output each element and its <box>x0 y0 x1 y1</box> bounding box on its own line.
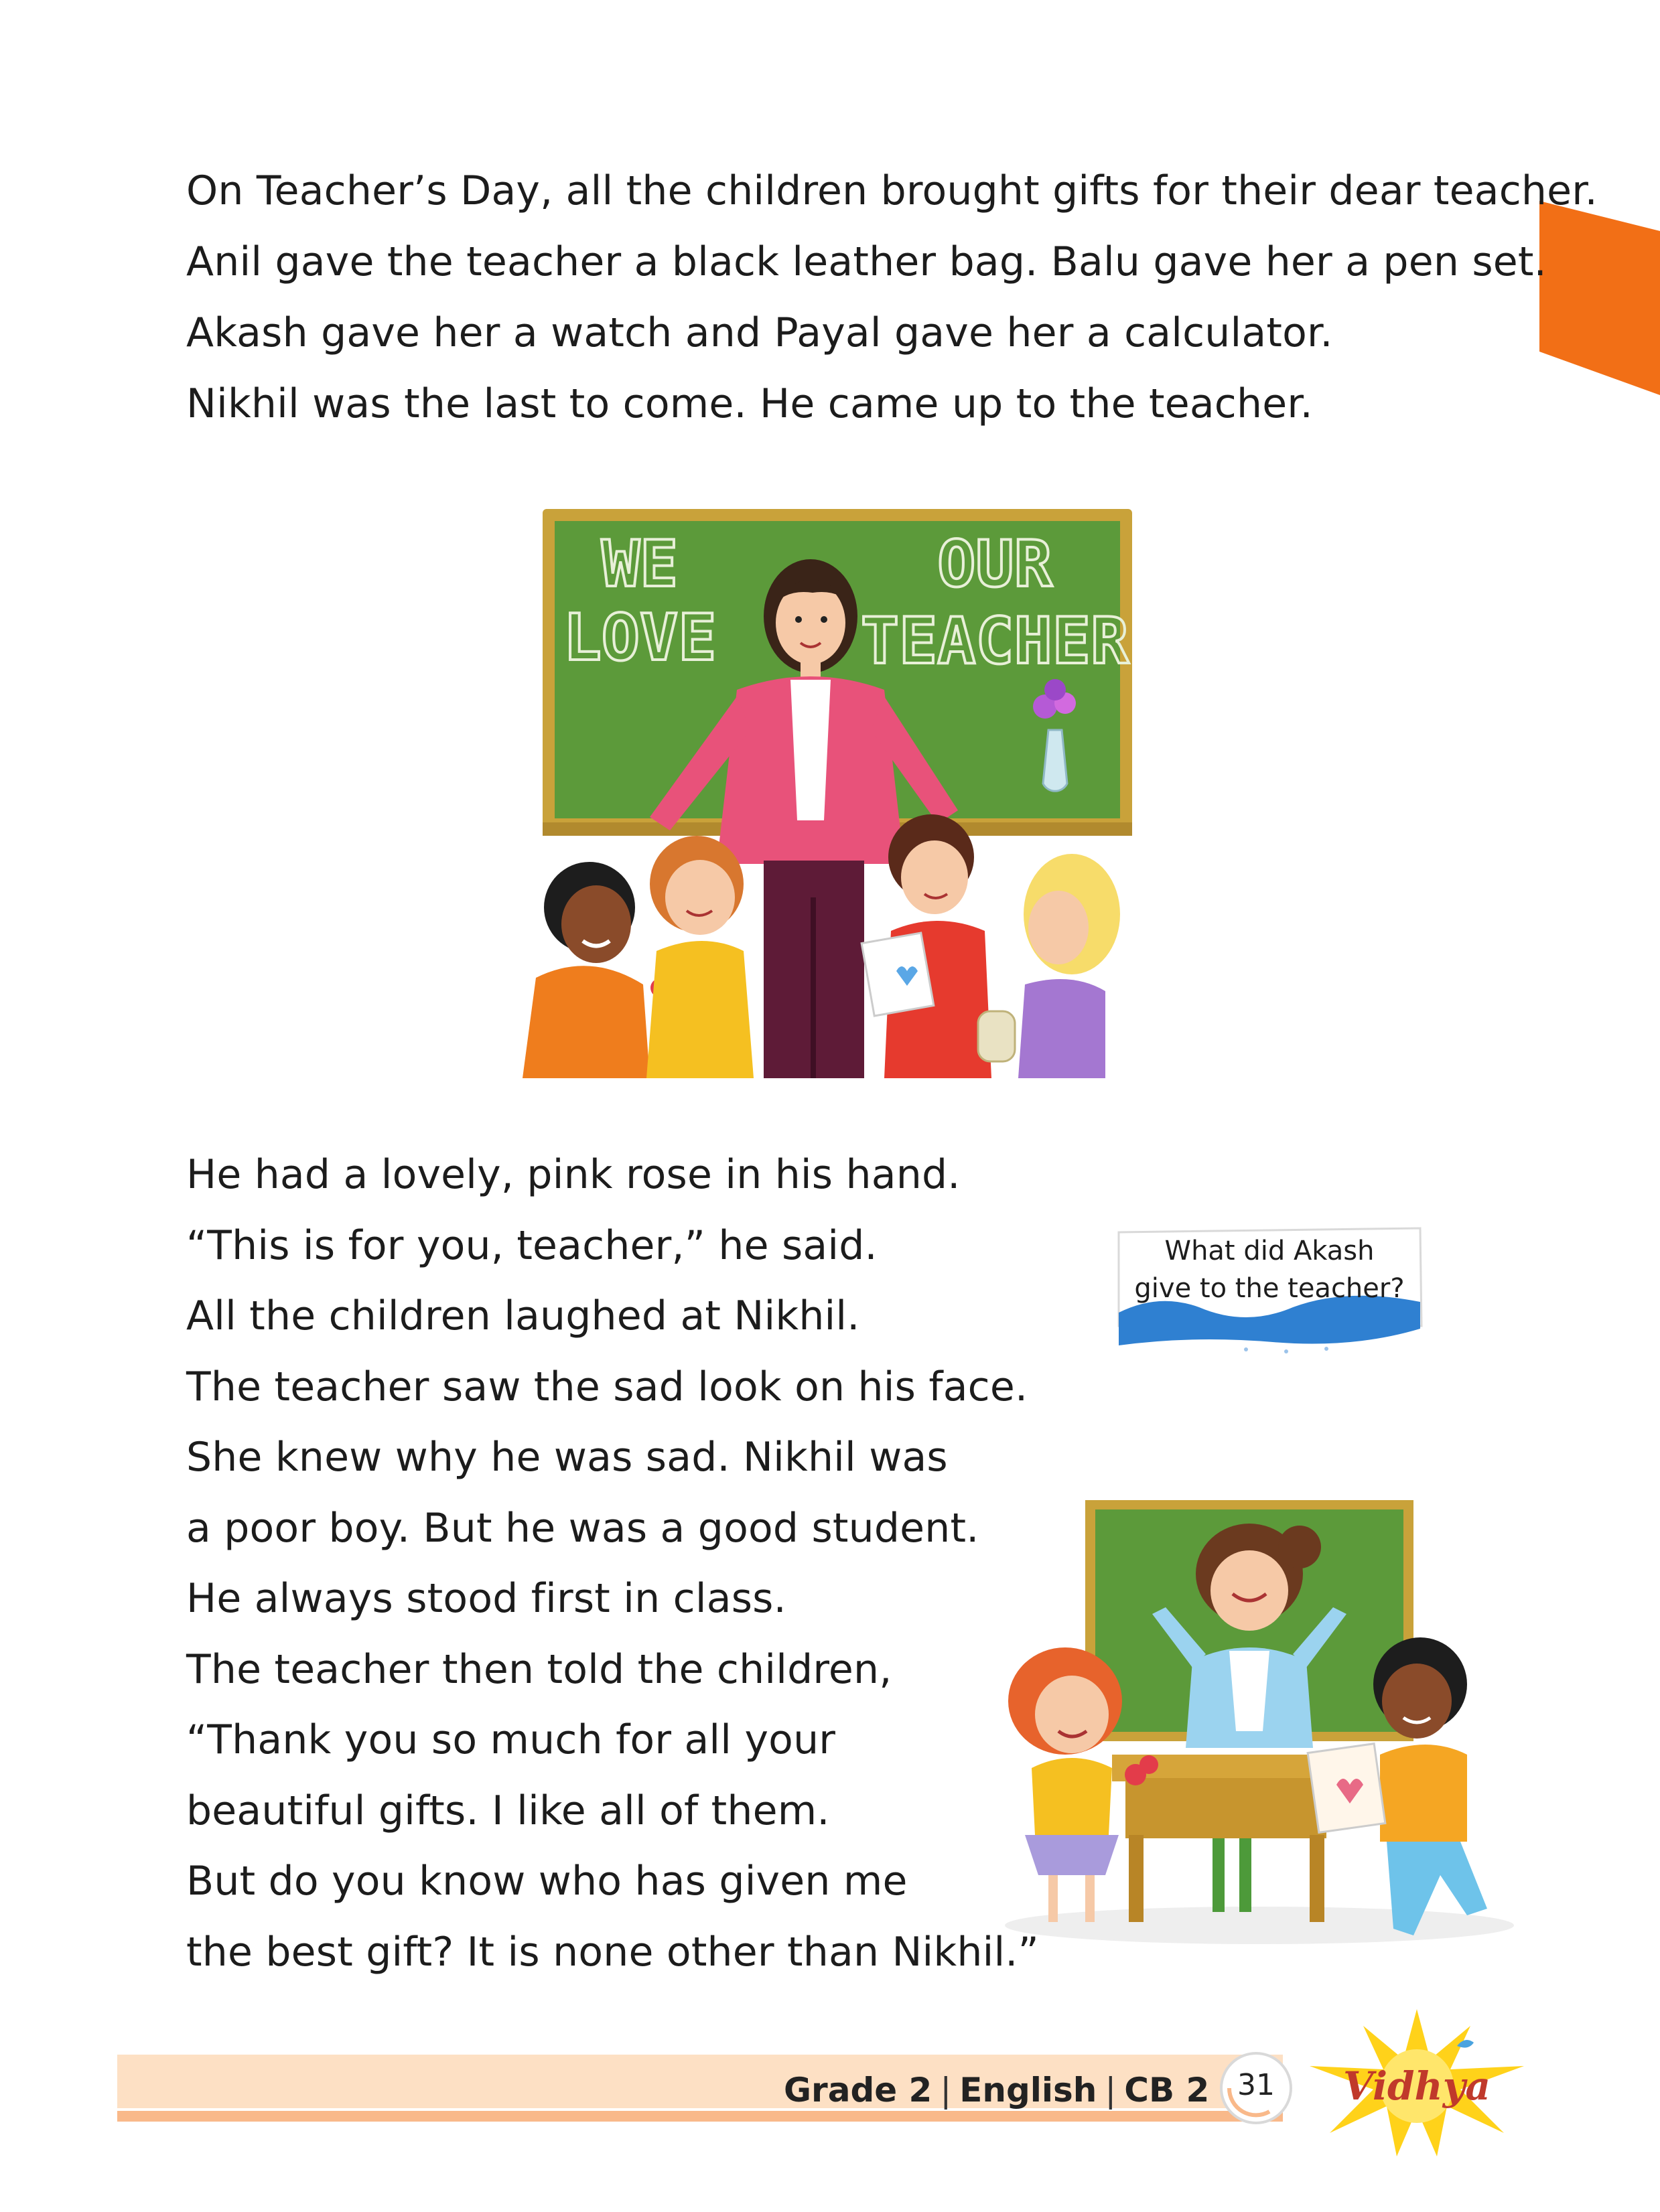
board-text-our: OUR <box>937 528 1052 601</box>
story-line: the best gift? It is none other than Nikhil.” <box>186 1928 1039 1976</box>
teacher-desk-illustration <box>991 1500 1514 1949</box>
board-text-teacher: TEACHER <box>860 605 1129 678</box>
footer-book-info <box>784 2071 1209 2110</box>
logo-text: Vidhya <box>1342 2063 1491 2109</box>
story-line: The teacher saw the sad look on his face. <box>186 1363 1028 1410</box>
story-paragraph-2 <box>186 1140 1039 1988</box>
footer-subject: English <box>959 2071 1097 2110</box>
question-line: give to the teacher? <box>1134 1273 1405 1304</box>
footer-grade: Grade 2 <box>784 2071 932 2110</box>
story-line: All the children laughed at Nikhil. <box>186 1293 860 1339</box>
footer-separator: | <box>1105 2071 1117 2110</box>
footer-separator: | <box>940 2071 952 2110</box>
story-paragraph-1 <box>186 155 1598 439</box>
story-line: beautiful gifts. I like all of them. <box>186 1787 830 1834</box>
story-line: Anil gave the teacher a black leather bag. Balu gave her a pen set. <box>186 238 1547 285</box>
story-line: “Thank you so much for all your <box>186 1716 836 1763</box>
footer-book: CB 2 <box>1124 2071 1210 2110</box>
story-line: He had a lovely, pink rose in his hand. <box>186 1151 961 1198</box>
story-line: But do you know who has given me <box>186 1858 908 1905</box>
story-line: “This is for you, teacher,” he said. <box>186 1222 878 1269</box>
story-line: a poor boy. But he was a good student. <box>186 1504 979 1552</box>
question-text <box>1112 1232 1427 1307</box>
story-line: On Teacher’s Day, all the children brought gifts for their dear teacher. <box>186 167 1598 214</box>
page-number: 31 <box>1237 2068 1275 2102</box>
board-text-we: WE <box>601 528 679 601</box>
story-line: She knew why he was sad. Nikhil was <box>186 1434 948 1481</box>
story-line: He always stood first in class. <box>186 1575 786 1622</box>
board-text-love: LOVE <box>563 601 717 675</box>
teacher-children-illustration <box>496 496 1159 1078</box>
story-line: Nikhil was the last to come. He came up to the teacher. <box>186 380 1313 427</box>
story-line: Akash gave her a watch and Payal gave her a calculator. <box>186 309 1333 356</box>
vidhya-logo-sun <box>1303 2006 1531 2160</box>
story-line: The teacher then told the children, <box>186 1645 892 1693</box>
question-line: What did Akash <box>1164 1236 1375 1266</box>
